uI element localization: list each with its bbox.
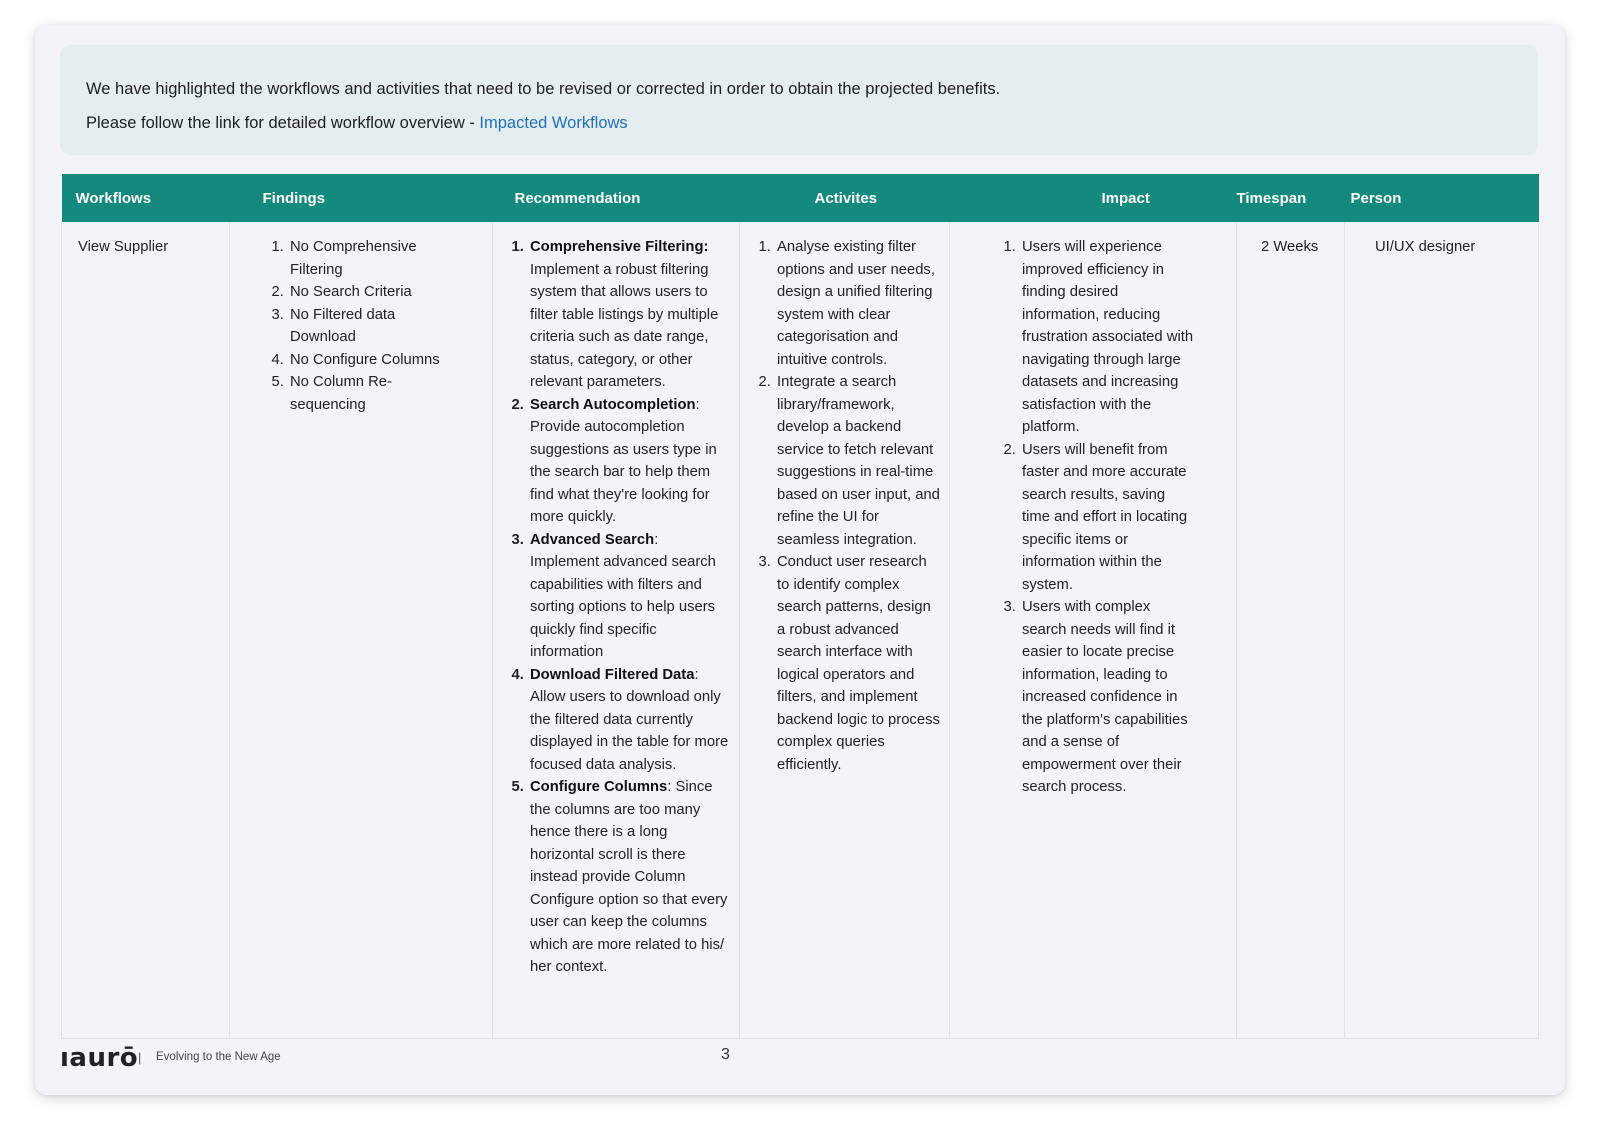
page-number: 3	[721, 1046, 730, 1063]
intro-line-2-text: Please follow the link for detailed workflow overview -	[86, 114, 480, 132]
list-item: 2. No Search Criteria	[288, 281, 462, 304]
list-item: 4. No Configure Columns	[288, 349, 462, 372]
cell-timespan: 2 Weeks	[1237, 222, 1345, 1039]
workflow-table	[61, 174, 1539, 1039]
recommendation-text: : Provide autocompletion suggestions as users type in the search bar to help them find what they're looking for more quickly.	[530, 396, 717, 525]
table-row	[62, 222, 1539, 1039]
list-item: 1. No Comprehensive Filtering	[288, 236, 462, 281]
list-item	[528, 529, 731, 664]
header-impact: Impact	[1101, 189, 1150, 207]
slide-page	[35, 25, 1565, 1095]
list-item	[528, 776, 731, 979]
cell-impact	[950, 222, 1237, 1039]
iauro-logo: ıaurō	[60, 1043, 139, 1073]
slide-footer	[60, 1040, 1538, 1080]
cell-person: UI/UX designer	[1345, 222, 1539, 1039]
recommendation-title: Advanced Search	[530, 531, 655, 548]
intro-line-2	[86, 106, 1512, 140]
header-activities: Activites	[814, 189, 878, 207]
activities-list	[757, 236, 941, 776]
list-item: 5. No Column Re-sequencing	[288, 371, 462, 416]
recommendation-title: Download Filtered Data	[530, 666, 695, 683]
footer-tagline: Evolving to the New Age	[156, 1051, 281, 1063]
list-item: 3. No Filtered data Download	[288, 304, 462, 349]
findings-list	[270, 236, 462, 416]
recommendation-list	[510, 236, 731, 979]
impacted-workflows-link[interactable]: Impacted Workflows	[479, 114, 628, 132]
list-item: 3. Users with complex search needs will find it easier to locate precise information, leading to increased confidence in the platform's capabilities and a sense of empowerment over their search process.	[1020, 596, 1196, 799]
impact-list	[1002, 236, 1196, 799]
header-recommendation: Recommendation	[514, 189, 641, 207]
table-header-row	[62, 174, 1539, 222]
footer-separator: |	[138, 1050, 142, 1065]
header-timespan: Timespan	[1236, 189, 1307, 207]
list-item	[528, 236, 731, 394]
list-item: 2. Integrate a search library/framework, develop a backend service to fetch relevant suggestions in real-time based on user input, and refine the UI for seamless integration.	[775, 371, 941, 551]
list-item: 1. Users will experience improved efficiency in finding desired information, reducing frustration associated with navigating through large datasets and increasing satisfaction with the platform.	[1020, 236, 1196, 439]
list-item: 3. Conduct user research to identify complex search patterns, design a robust advanced search interface with logical operators and filters, and implement backend logic to process complex queries efficiently.	[775, 551, 941, 776]
cell-workflow: View Supplier	[62, 222, 230, 1039]
cell-findings	[230, 222, 493, 1039]
recommendation-text: : Allow users to download only the filtered data currently displayed in the table for more focused data analysis.	[530, 666, 729, 773]
list-item: 1. Analyse existing filter options and user needs, design a unified filtering system with clear categorisation and intuitive controls.	[775, 236, 941, 371]
cell-recommendation	[493, 222, 740, 1039]
list-item	[528, 664, 731, 777]
list-item: 2. Users will benefit from faster and more accurate search results, saving time and effort in locating specific items or information within the system.	[1020, 439, 1196, 597]
cell-activities	[740, 222, 950, 1039]
intro-line-1: We have highlighted the workflows and activities that need to be revised or corrected in order to obtain the projected benefits.	[86, 80, 1001, 98]
header-findings: Findings	[262, 189, 325, 207]
recommendation-title: Search Autocompletion	[530, 396, 696, 413]
header-workflows: Workflows	[75, 189, 152, 207]
list-item	[528, 394, 731, 529]
intro-callout	[60, 45, 1538, 155]
recommendation-title: Configure Columns	[530, 779, 668, 795]
recommendation-title: Comprehensive Filtering:	[530, 239, 709, 255]
recommendation-text: : Since the columns are too many hence there is a long horizontal scroll is there instead provide Column Configure option so that every user can keep the columns which are more related to his/ her context.	[530, 779, 728, 975]
header-person: Person	[1350, 189, 1402, 207]
recommendation-text: : Implement advanced search capabilities with filters and sorting options to help users quickly find specific information	[530, 531, 716, 660]
recommendation-text: Implement a robust filtering system that allows users to filter table listings by multiple criteria such as date range, status, category, or other relevant parameters.	[530, 261, 719, 390]
